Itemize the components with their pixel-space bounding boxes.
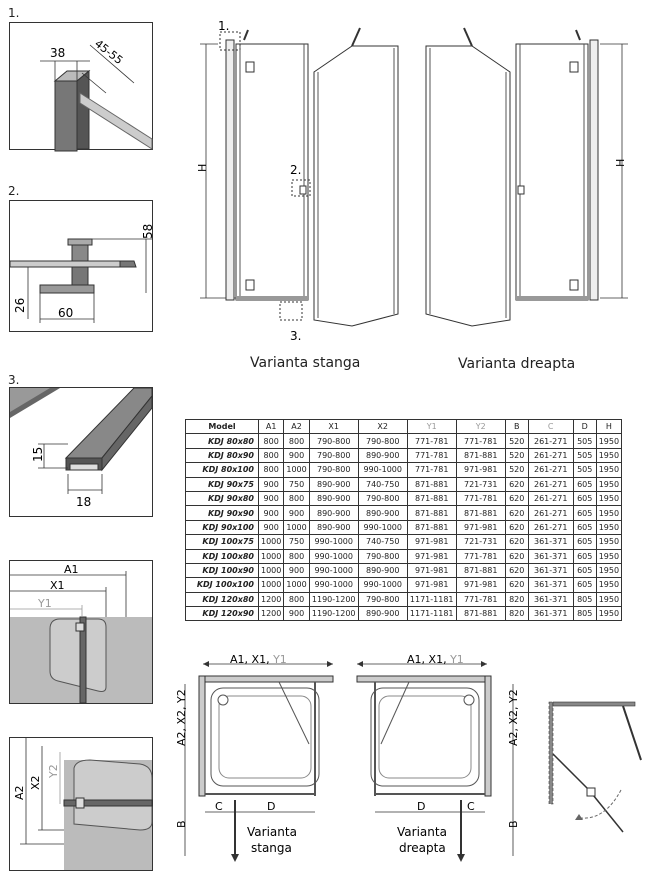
value-cell: 790-800	[358, 549, 407, 563]
dim-38: 38	[50, 46, 66, 60]
value-cell: 361-371	[528, 563, 573, 577]
value-cell: 990-1000	[309, 563, 358, 577]
value-cell: 1000	[259, 549, 284, 563]
value-cell: 620	[505, 477, 528, 491]
right-b-label: B	[507, 820, 520, 828]
value-cell: 890-900	[309, 520, 358, 534]
header-b: B	[505, 420, 528, 434]
value-cell: 505	[573, 434, 596, 448]
value-cell: 1200	[259, 607, 284, 621]
value-cell: 871-881	[456, 506, 505, 520]
value-cell: 620	[505, 535, 528, 549]
dimensions-table	[185, 419, 622, 621]
value-cell: 800	[284, 491, 309, 505]
table-row	[186, 520, 622, 534]
table-header-row	[186, 420, 622, 434]
value-cell: 971-981	[456, 463, 505, 477]
bottom-label-a1: A1	[230, 653, 245, 666]
value-cell: 771-781	[407, 463, 456, 477]
header-d: D	[573, 420, 596, 434]
model-cell: KDJ 100x100	[186, 578, 259, 592]
value-cell: 750	[284, 535, 309, 549]
right-variant-elevation	[426, 28, 628, 326]
dim-26: 26	[13, 297, 27, 313]
value-cell: 800	[259, 463, 284, 477]
value-cell: 605	[573, 549, 596, 563]
svg-text:A2, X2, Y2	[507, 689, 520, 746]
value-cell: 771-781	[407, 434, 456, 448]
value-cell: 620	[505, 578, 528, 592]
bottom-profile-drawing	[10, 388, 152, 516]
value-cell: 261-271	[528, 520, 573, 534]
plan-detail-depth	[9, 737, 153, 871]
value-cell: 1950	[596, 578, 621, 592]
label-y1: Y1	[38, 597, 52, 610]
table-row	[186, 578, 622, 592]
value-cell: 1171-1181	[407, 592, 456, 606]
table-row	[186, 592, 622, 606]
value-cell: 971-981	[407, 535, 456, 549]
value-cell: 971-981	[407, 563, 456, 577]
right-variant-plan	[357, 653, 520, 862]
value-cell: 1190-1200	[309, 592, 358, 606]
callout-3: 3.	[290, 329, 302, 343]
dim-58: 58	[141, 223, 155, 239]
right-plan-caption-2: dreapta	[399, 841, 446, 855]
value-cell: 971-981	[407, 578, 456, 592]
value-cell: 750	[284, 477, 309, 491]
value-cell: 771-781	[456, 592, 505, 606]
detail-panel-1	[9, 22, 153, 150]
table-row	[186, 463, 622, 477]
header-model: Model	[186, 420, 259, 434]
value-cell: 1171-1181	[407, 607, 456, 621]
model-cell: KDJ 80x80	[186, 434, 259, 448]
value-cell: 800	[259, 434, 284, 448]
value-cell: 261-271	[528, 463, 573, 477]
value-cell: 890-900	[309, 506, 358, 520]
value-cell: 520	[505, 434, 528, 448]
value-cell: 800	[284, 592, 309, 606]
value-cell: 605	[573, 535, 596, 549]
value-cell: 261-271	[528, 506, 573, 520]
value-cell: 1950	[596, 563, 621, 577]
value-cell: 1190-1200	[309, 607, 358, 621]
right-height-label: H	[614, 158, 627, 167]
left-variant-plan	[175, 653, 333, 862]
value-cell: 1950	[596, 434, 621, 448]
plan-view-drawing	[175, 650, 655, 874]
value-cell: 520	[505, 448, 528, 462]
value-cell: 900	[259, 477, 284, 491]
value-cell: 361-371	[528, 607, 573, 621]
door-seal-drawing	[10, 201, 155, 331]
left-d-label: D	[267, 800, 276, 813]
value-cell: 620	[505, 491, 528, 505]
value-cell: 620	[505, 520, 528, 534]
header-y2: Y2	[456, 420, 505, 434]
value-cell: 871-881	[407, 506, 456, 520]
value-cell: 790-800	[358, 434, 407, 448]
value-cell: 721-731	[456, 477, 505, 491]
table-row	[186, 477, 622, 491]
left-variant-caption: Varianta stanga	[250, 355, 361, 371]
value-cell: 805	[573, 592, 596, 606]
value-cell: 890-900	[358, 607, 407, 621]
label-x1: X1	[50, 579, 65, 592]
label-y2: Y2	[47, 764, 60, 778]
value-cell: 361-371	[528, 578, 573, 592]
table-row	[186, 607, 622, 621]
value-cell: 1950	[596, 463, 621, 477]
value-cell: 820	[505, 607, 528, 621]
table-row	[186, 491, 622, 505]
value-cell: 900	[259, 491, 284, 505]
value-cell: 990-1000	[309, 549, 358, 563]
value-cell: 790-800	[309, 448, 358, 462]
model-cell: KDJ 120x90	[186, 607, 259, 621]
value-cell: 1950	[596, 491, 621, 505]
svg-text:A2, X2, Y2	[175, 689, 188, 746]
table-row	[186, 563, 622, 577]
plan-detail-width	[9, 560, 153, 704]
value-cell: 990-1000	[358, 578, 407, 592]
value-cell: 971-981	[456, 578, 505, 592]
value-cell: 1200	[259, 592, 284, 606]
model-cell: KDJ 90x80	[186, 491, 259, 505]
model-cell: KDJ 100x75	[186, 535, 259, 549]
value-cell: 790-800	[358, 491, 407, 505]
dim-60: 60	[58, 306, 74, 320]
table-row	[186, 506, 622, 520]
table-body	[186, 434, 622, 621]
value-cell: 900	[284, 563, 309, 577]
value-cell: 900	[259, 520, 284, 534]
left-b-label: B	[175, 820, 188, 828]
svg-text:A1, X1, Y1: A1, X1, Y1	[230, 653, 287, 666]
left-plan-caption-2: stanga	[251, 841, 292, 855]
model-cell: KDJ 100x80	[186, 549, 259, 563]
value-cell: 790-800	[309, 463, 358, 477]
header-x2: X2	[358, 420, 407, 434]
model-cell: KDJ 80x100	[186, 463, 259, 477]
value-cell: 890-900	[358, 506, 407, 520]
svg-text:A1, X1, Y1: A1, X1, Y1	[407, 653, 464, 666]
value-cell: 871-881	[407, 520, 456, 534]
value-cell: 620	[505, 549, 528, 563]
value-cell: 1000	[259, 535, 284, 549]
value-cell: 890-900	[358, 563, 407, 577]
value-cell: 361-371	[528, 592, 573, 606]
right-plan-caption-1: Varianta	[397, 825, 447, 839]
value-cell: 361-371	[528, 535, 573, 549]
detail-number-1: 1.	[8, 6, 20, 20]
value-cell: 261-271	[528, 448, 573, 462]
model-cell: KDJ 100x90	[186, 563, 259, 577]
value-cell: 605	[573, 506, 596, 520]
value-cell: 605	[573, 520, 596, 534]
value-cell: 990-1000	[358, 520, 407, 534]
value-cell: 800	[259, 448, 284, 462]
table-row	[186, 448, 622, 462]
value-cell: 505	[573, 463, 596, 477]
door-swing-diagram	[549, 702, 641, 832]
right-d-label: D	[417, 800, 426, 813]
value-cell: 261-271	[528, 434, 573, 448]
value-cell: 261-271	[528, 491, 573, 505]
header-h: H	[596, 420, 621, 434]
value-cell: 771-781	[407, 448, 456, 462]
callout-1: 1.	[218, 19, 230, 33]
depth-measure-drawing	[10, 738, 152, 870]
value-cell: 520	[505, 463, 528, 477]
value-cell: 1000	[259, 578, 284, 592]
value-cell: 1000	[259, 563, 284, 577]
value-cell: 605	[573, 477, 596, 491]
detail-number-2: 2.	[8, 184, 20, 198]
value-cell: 890-900	[309, 477, 358, 491]
value-cell: 1950	[596, 549, 621, 563]
value-cell: 900	[259, 506, 284, 520]
profile-corner-drawing	[10, 23, 152, 149]
value-cell: 605	[573, 563, 596, 577]
value-cell: 790-800	[358, 592, 407, 606]
value-cell: 800	[284, 549, 309, 563]
table-row	[186, 549, 622, 563]
value-cell: 1950	[596, 477, 621, 491]
header-x1: X1	[309, 420, 358, 434]
left-side-label: A2, X2, Y2	[175, 689, 188, 746]
left-variant-elevation	[196, 19, 398, 343]
header-a1: A1	[259, 420, 284, 434]
value-cell: 971-981	[456, 520, 505, 534]
value-cell: 871-881	[407, 491, 456, 505]
value-cell: 790-800	[309, 434, 358, 448]
header-a2: A2	[284, 420, 309, 434]
value-cell: 890-900	[358, 448, 407, 462]
value-cell: 900	[284, 607, 309, 621]
value-cell: 971-981	[407, 549, 456, 563]
value-cell: 990-1000	[309, 578, 358, 592]
model-cell: KDJ 120x80	[186, 592, 259, 606]
dim-45-55: 45-55	[92, 37, 126, 68]
value-cell: 900	[284, 506, 309, 520]
right-c-label: C	[467, 800, 475, 813]
detail-number-3: 3.	[8, 373, 20, 387]
dim-18: 18	[76, 495, 92, 509]
value-cell: 890-900	[309, 491, 358, 505]
value-cell: 620	[505, 563, 528, 577]
value-cell: 740-750	[358, 535, 407, 549]
value-cell: 605	[573, 491, 596, 505]
value-cell: 871-881	[407, 477, 456, 491]
value-cell: 871-881	[456, 607, 505, 621]
width-measure-drawing	[10, 561, 152, 703]
value-cell: 1950	[596, 607, 621, 621]
value-cell: 990-1000	[358, 463, 407, 477]
model-cell: KDJ 80x90	[186, 448, 259, 462]
table-row	[186, 535, 622, 549]
table-row	[186, 434, 622, 448]
value-cell: 871-881	[456, 448, 505, 462]
header-y1: Y1	[407, 420, 456, 434]
value-cell: 605	[573, 578, 596, 592]
left-height-label: H	[196, 163, 209, 172]
value-cell: 820	[505, 592, 528, 606]
value-cell: 1950	[596, 535, 621, 549]
left-c-label: C	[215, 800, 223, 813]
value-cell: 1950	[596, 520, 621, 534]
value-cell: 800	[284, 434, 309, 448]
value-cell: 1950	[596, 506, 621, 520]
value-cell: 740-750	[358, 477, 407, 491]
bottom-label-y1: Y1	[273, 653, 287, 666]
detail-panel-2	[9, 200, 153, 332]
elevation-drawing	[180, 10, 655, 355]
value-cell: 1000	[284, 520, 309, 534]
right-side-label: A2, X2, Y2	[507, 689, 520, 746]
value-cell: 620	[505, 506, 528, 520]
label-a2: A2	[13, 785, 26, 800]
model-cell: KDJ 90x90	[186, 506, 259, 520]
value-cell: 805	[573, 607, 596, 621]
value-cell: 1000	[284, 578, 309, 592]
bottom-label-x1: X1	[251, 653, 267, 666]
label-a1: A1	[64, 563, 79, 576]
detail-panel-3	[9, 387, 153, 517]
value-cell: 721-731	[456, 535, 505, 549]
dim-15: 15	[31, 446, 45, 462]
value-cell: 990-1000	[309, 535, 358, 549]
model-cell: KDJ 90x100	[186, 520, 259, 534]
label-x2: X2	[29, 775, 42, 790]
value-cell: 771-781	[456, 434, 505, 448]
value-cell: 871-881	[456, 563, 505, 577]
value-cell: 1950	[596, 592, 621, 606]
value-cell: 361-371	[528, 549, 573, 563]
value-cell: 1950	[596, 448, 621, 462]
value-cell: 261-271	[528, 477, 573, 491]
model-cell: KDJ 90x75	[186, 477, 259, 491]
callout-2: 2.	[290, 163, 302, 177]
value-cell: 771-781	[456, 491, 505, 505]
left-plan-caption-1: Varianta	[247, 825, 297, 839]
value-cell: 505	[573, 448, 596, 462]
value-cell: 771-781	[456, 549, 505, 563]
value-cell: 1000	[284, 463, 309, 477]
header-c: C	[528, 420, 573, 434]
right-variant-caption: Varianta dreapta	[458, 356, 576, 372]
value-cell: 900	[284, 448, 309, 462]
